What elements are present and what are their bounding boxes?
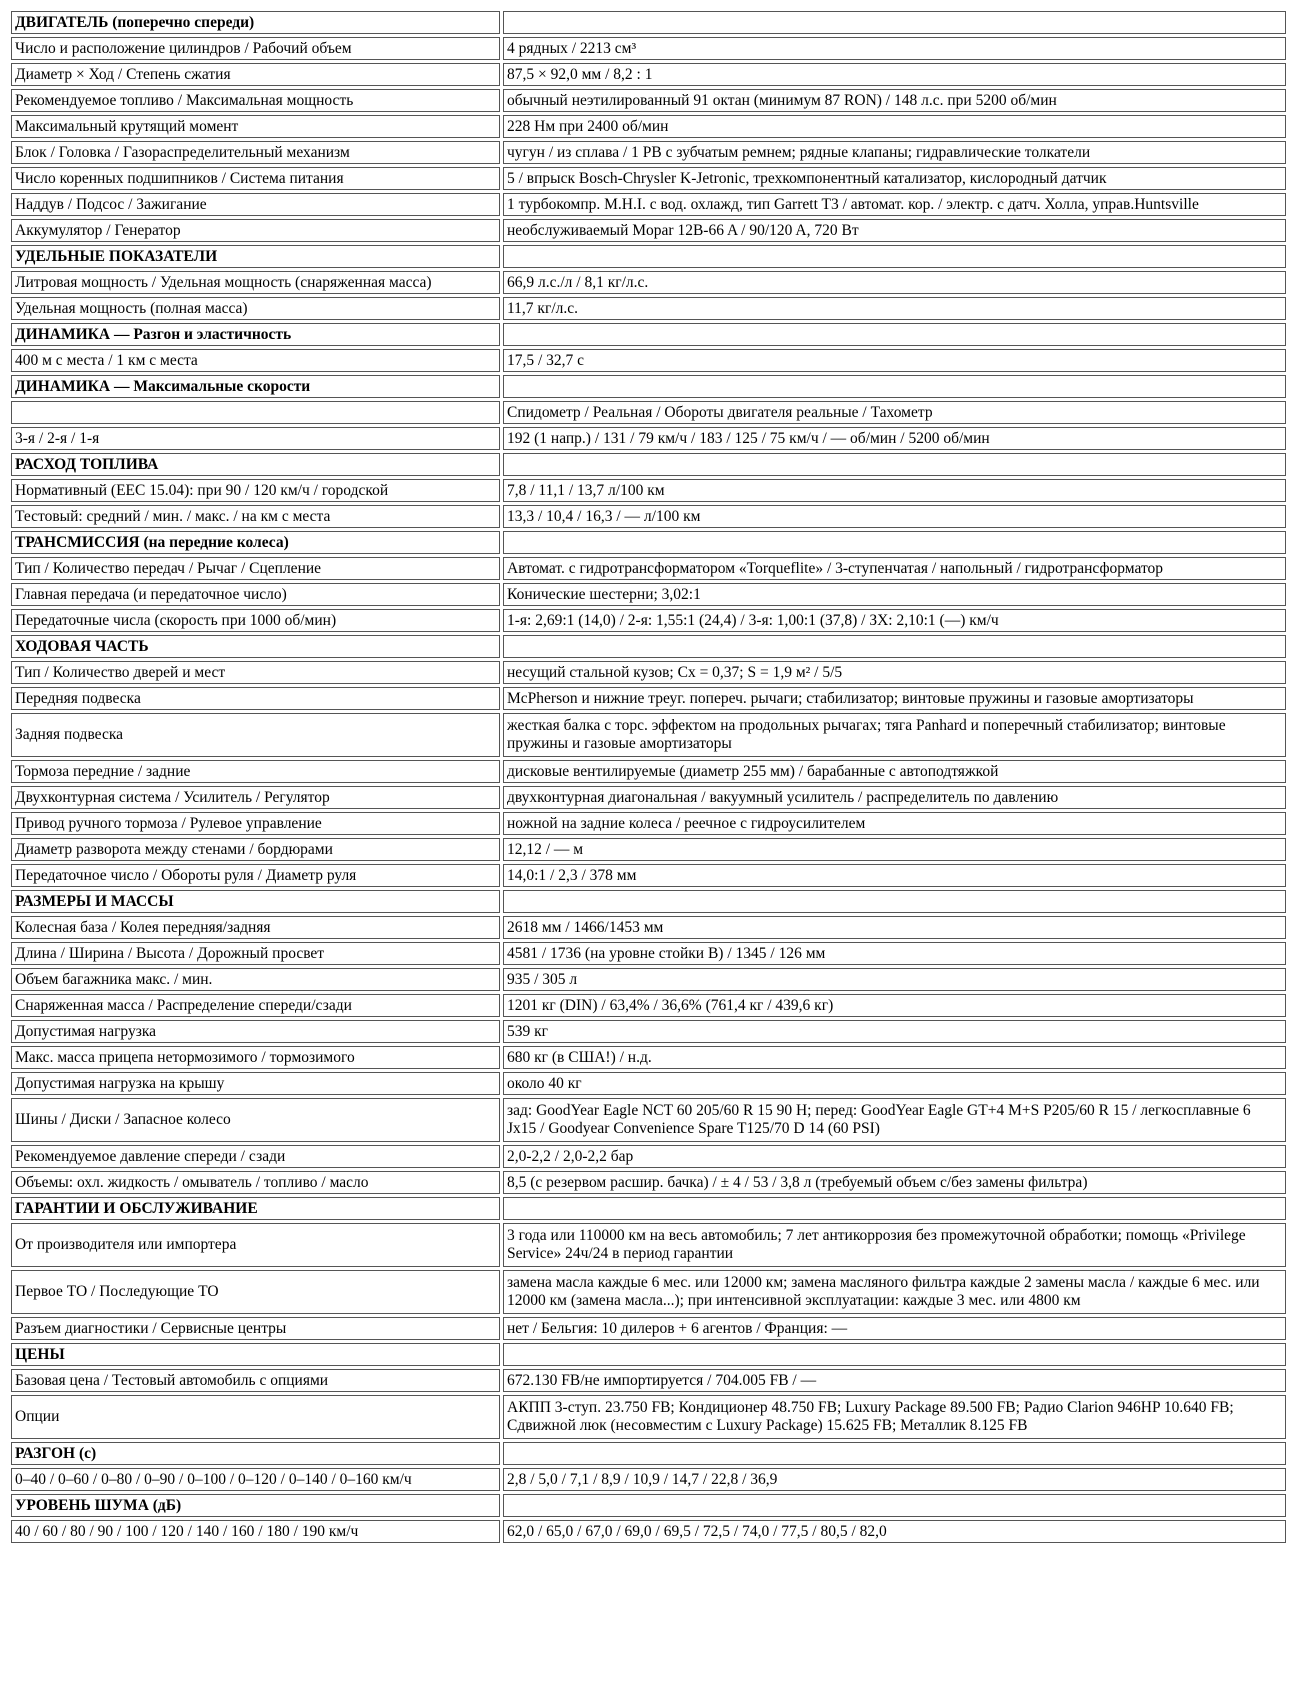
table-row bbox=[11, 115, 1286, 138]
spec-label: Главная передача (и передаточное число) bbox=[11, 583, 500, 606]
spec-label: Задняя подвеска bbox=[11, 713, 500, 757]
spec-value bbox=[503, 453, 1286, 476]
table-row bbox=[11, 760, 1286, 783]
spec-label: Нормативный (EEC 15.04): при 90 / 120 км/ч / городской bbox=[11, 479, 500, 502]
table-row bbox=[11, 427, 1286, 450]
spec-label: Разъем диагностики / Сервисные центры bbox=[11, 1317, 500, 1340]
spec-value: зад: GoodYear Eagle NCT 60 205/60 R 15 90 H; перед: GoodYear Eagle GT+4 M+S P205/60 R 15 / легкосплавные 6 Jx15 / Goodyear Convenience Spare T125/70 D 14 (60 PSI) bbox=[503, 1098, 1286, 1142]
spec-label: Двухконтурная система / Усилитель / Регулятор bbox=[11, 786, 500, 809]
spec-value: 1201 кг (DIN) / 63,4% / 36,6% (761,4 кг / 439,6 кг) bbox=[503, 994, 1286, 1017]
spec-value: 228 Нм при 2400 об/мин bbox=[503, 115, 1286, 138]
spec-value: 2,0-2,2 / 2,0-2,2 бар bbox=[503, 1145, 1286, 1168]
section-header-row bbox=[11, 531, 1286, 554]
spec-value: 7,8 / 11,1 / 13,7 л/100 км bbox=[503, 479, 1286, 502]
section-title: ДИНАМИКА — Максимальные скорости bbox=[11, 375, 500, 398]
spec-value: 66,9 л.с./л / 8,1 кг/л.с. bbox=[503, 271, 1286, 294]
section-header-row bbox=[11, 245, 1286, 268]
spec-table bbox=[8, 8, 1289, 1546]
spec-label: Максимальный крутящий момент bbox=[11, 115, 500, 138]
spec-label: Тип / Количество передач / Рычаг / Сцепление bbox=[11, 557, 500, 580]
section-title: ГАРАНТИИ И ОБСЛУЖИВАНИЕ bbox=[11, 1197, 500, 1220]
table-row bbox=[11, 1369, 1286, 1392]
section-title: УДЕЛЬНЫЕ ПОКАЗАТЕЛИ bbox=[11, 245, 500, 268]
spec-label: Рекомендуемое давление спереди / сзади bbox=[11, 1145, 500, 1168]
spec-value: жесткая балка с торс. эффектом на продольных рычагах; тяга Panhard и поперечный стабилизатор; винтовые пружины и газовые амортизаторы bbox=[503, 713, 1286, 757]
table-row bbox=[11, 786, 1286, 809]
section-title: ХОДОВАЯ ЧАСТЬ bbox=[11, 635, 500, 658]
spec-value: 539 кг bbox=[503, 1020, 1286, 1043]
section-header-row bbox=[11, 635, 1286, 658]
table-row bbox=[11, 141, 1286, 164]
spec-label: Число и расположение цилиндров / Рабочий объем bbox=[11, 37, 500, 60]
spec-value bbox=[503, 1494, 1286, 1517]
spec-label: От производителя или импортера bbox=[11, 1223, 500, 1267]
table-row bbox=[11, 812, 1286, 835]
table-row bbox=[11, 838, 1286, 861]
table-row bbox=[11, 1223, 1286, 1267]
spec-label: Литровая мощность / Удельная мощность (снаряженная масса) bbox=[11, 271, 500, 294]
spec-label: Аккумулятор / Генератор bbox=[11, 219, 500, 242]
spec-value: двухконтурная диагональная / вакуумный усилитель / распределитель по давлению bbox=[503, 786, 1286, 809]
table-row bbox=[11, 661, 1286, 684]
table-row bbox=[11, 942, 1286, 965]
spec-value: замена масла каждые 6 мес. или 12000 км; замена масляного фильтра каждые 2 замены масла / каждые 6 мес. или 12000 км (замена масла...); при интенсивной эксплуатации: каждые 3 мес. или 4800 км bbox=[503, 1270, 1286, 1314]
spec-label: 3-я / 2-я / 1-я bbox=[11, 427, 500, 450]
section-title: ДИНАМИКА — Разгон и эластичность bbox=[11, 323, 500, 346]
spec-value: 62,0 / 65,0 / 67,0 / 69,0 / 69,5 / 72,5 / 74,0 / 77,5 / 80,5 / 82,0 bbox=[503, 1520, 1286, 1543]
spec-value: 935 / 305 л bbox=[503, 968, 1286, 991]
spec-label: Шины / Диски / Запасное колесо bbox=[11, 1098, 500, 1142]
table-row bbox=[11, 167, 1286, 190]
spec-value bbox=[503, 1197, 1286, 1220]
spec-label: Допустимая нагрузка bbox=[11, 1020, 500, 1043]
spec-value: 8,5 (с резервом расшир. бачка) / ± 4 / 53 / 3,8 л (требуемый объем с/без замены фильтра) bbox=[503, 1171, 1286, 1194]
section-title: ЦЕНЫ bbox=[11, 1343, 500, 1366]
section-title: РАСХОД ТОПЛИВА bbox=[11, 453, 500, 476]
spec-value: 1-я: 2,69:1 (14,0) / 2-я: 1,55:1 (24,4) / 3-я: 1,00:1 (37,8) / ЗХ: 2,10:1 (—) км/ч bbox=[503, 609, 1286, 632]
spec-label: Наддув / Подсос / Зажигание bbox=[11, 193, 500, 216]
section-title: ДВИГАТЕЛЬ (поперечно спереди) bbox=[11, 11, 500, 34]
spec-label: Удельная мощность (полная масса) bbox=[11, 297, 500, 320]
spec-value: 12,12 / — м bbox=[503, 838, 1286, 861]
table-row bbox=[11, 505, 1286, 528]
table-row bbox=[11, 1072, 1286, 1095]
spec-value: несущий стальной кузов; Cx = 0,37; S = 1,9 м² / 5/5 bbox=[503, 661, 1286, 684]
spec-label: Макс. масса прицепа нетормозимого / тормозимого bbox=[11, 1046, 500, 1069]
spec-label: Привод ручного тормоза / Рулевое управление bbox=[11, 812, 500, 835]
spec-value: 11,7 кг/л.с. bbox=[503, 297, 1286, 320]
section-title: РАЗГОН (с) bbox=[11, 1442, 500, 1465]
spec-value: 5 / впрыск Bosch-Chrysler K-Jetronic, трехкомпонентный катализатор, кислородный датчик bbox=[503, 167, 1286, 190]
spec-label: Объемы: охл. жидкость / омыватель / топливо / масло bbox=[11, 1171, 500, 1194]
table-row bbox=[11, 1317, 1286, 1340]
table-row bbox=[11, 349, 1286, 372]
table-row bbox=[11, 994, 1286, 1017]
spec-value: Спидометр / Реальная / Обороты двигателя реальные / Тахометр bbox=[503, 401, 1286, 424]
spec-label: Длина / Ширина / Высота / Дорожный просвет bbox=[11, 942, 500, 965]
spec-value: дисковые вентилируемые (диаметр 255 мм) / барабанные с автоподтяжкой bbox=[503, 760, 1286, 783]
table-row bbox=[11, 297, 1286, 320]
spec-value: обычный неэтилированный 91 октан (минимум 87 RON) / 148 л.с. при 5200 об/мин bbox=[503, 89, 1286, 112]
section-title: РАЗМЕРЫ И МАССЫ bbox=[11, 890, 500, 913]
table-row bbox=[11, 1046, 1286, 1069]
spec-label: Диаметр разворота между стенами / бордюрами bbox=[11, 838, 500, 861]
table-row bbox=[11, 1468, 1286, 1491]
spec-value: 14,0:1 / 2,3 / 378 мм bbox=[503, 864, 1286, 887]
spec-label: 400 м с места / 1 км с места bbox=[11, 349, 500, 372]
section-title: ТРАНСМИССИЯ (на передние колеса) bbox=[11, 531, 500, 554]
spec-label: Передаточное число / Обороты руля / Диаметр руля bbox=[11, 864, 500, 887]
spec-label: Допустимая нагрузка на крышу bbox=[11, 1072, 500, 1095]
spec-value: ножной на задние колеса / реечное с гидроусилителем bbox=[503, 812, 1286, 835]
spec-label: Тормоза передние / задние bbox=[11, 760, 500, 783]
table-row bbox=[11, 864, 1286, 887]
spec-label: Опции bbox=[11, 1395, 500, 1439]
table-row bbox=[11, 1098, 1286, 1142]
section-header-row bbox=[11, 890, 1286, 913]
table-row bbox=[11, 37, 1286, 60]
spec-label: Блок / Головка / Газораспределительный механизм bbox=[11, 141, 500, 164]
section-header-row bbox=[11, 323, 1286, 346]
table-row bbox=[11, 609, 1286, 632]
spec-value: нет / Бельгия: 10 дилеров + 6 агентов / Франция: — bbox=[503, 1317, 1286, 1340]
spec-value: Автомат. с гидротрансформатором «Torqueflite» / 3-ступенчатая / напольный / гидротрансформатор bbox=[503, 557, 1286, 580]
spec-label: Рекомендуемое топливо / Максимальная мощность bbox=[11, 89, 500, 112]
spec-label: Тип / Количество дверей и мест bbox=[11, 661, 500, 684]
spec-label: Передаточные числа (скорость при 1000 об/мин) bbox=[11, 609, 500, 632]
spec-value: 1 турбокомпр. М.Н.I. с вод. охлажд, тип Garrett T3 / автомат. кор. / электр. с датч. Холла, управ.Huntsville bbox=[503, 193, 1286, 216]
spec-value bbox=[503, 890, 1286, 913]
table-row bbox=[11, 687, 1286, 710]
section-header-row bbox=[11, 1442, 1286, 1465]
table-row bbox=[11, 1520, 1286, 1543]
spec-label: Объем багажника макс. / мин. bbox=[11, 968, 500, 991]
spec-label bbox=[11, 401, 500, 424]
table-row bbox=[11, 1020, 1286, 1043]
section-header-row bbox=[11, 453, 1286, 476]
spec-value: McPherson и нижние треуг. попереч. рычаги; стабилизатор; винтовые пружины и газовые амортизаторы bbox=[503, 687, 1286, 710]
spec-label: Первое ТО / Последующие ТО bbox=[11, 1270, 500, 1314]
spec-value: 87,5 × 92,0 мм / 8,2 : 1 bbox=[503, 63, 1286, 86]
spec-label: Число коренных подшипников / Система питания bbox=[11, 167, 500, 190]
spec-label: Снаряженная масса / Распределение спереди/сзади bbox=[11, 994, 500, 1017]
section-title: УРОВЕНЬ ШУМА (дБ) bbox=[11, 1494, 500, 1517]
spec-value bbox=[503, 11, 1286, 34]
table-row bbox=[11, 479, 1286, 502]
section-header-row bbox=[11, 375, 1286, 398]
spec-value: 4581 / 1736 (на уровне стойки В) / 1345 / 126 мм bbox=[503, 942, 1286, 965]
spec-value: 17,5 / 32,7 с bbox=[503, 349, 1286, 372]
spec-value: 4 рядных / 2213 см³ bbox=[503, 37, 1286, 60]
table-row bbox=[11, 89, 1286, 112]
section-header-row bbox=[11, 1494, 1286, 1517]
spec-value: около 40 кг bbox=[503, 1072, 1286, 1095]
table-row bbox=[11, 583, 1286, 606]
spec-value: 13,3 / 10,4 / 16,3 / — л/100 км bbox=[503, 505, 1286, 528]
spec-label: 0–40 / 0–60 / 0–80 / 0–90 / 0–100 / 0–120 / 0–140 / 0–160 км/ч bbox=[11, 1468, 500, 1491]
spec-value bbox=[503, 1343, 1286, 1366]
spec-value bbox=[503, 323, 1286, 346]
section-header-row bbox=[11, 1197, 1286, 1220]
spec-value: АКПП 3-ступ. 23.750 FB; Кондиционер 48.750 FB; Luxury Package 89.500 FB; Радио Clarion 946HP 10.640 FB; Сдвижной люк (несовместим с Luxury Package) 15.625 FB; Металлик 8.125 FB bbox=[503, 1395, 1286, 1439]
table-row bbox=[11, 916, 1286, 939]
table-row bbox=[11, 219, 1286, 242]
spec-label: Базовая цена / Тестовый автомобиль с опциями bbox=[11, 1369, 500, 1392]
spec-label: 40 / 60 / 80 / 90 / 100 / 120 / 140 / 160 / 180 / 190 км/ч bbox=[11, 1520, 500, 1543]
table-row bbox=[11, 271, 1286, 294]
spec-value: 3 года или 110000 км на весь автомобиль; 7 лет антикоррозия без промежуточной обработки; помощь «Privilege Service» 24ч/24 в период гарантии bbox=[503, 1223, 1286, 1267]
spec-label: Колесная база / Колея передняя/задняя bbox=[11, 916, 500, 939]
table-row bbox=[11, 968, 1286, 991]
spec-label: Диаметр × Ход / Степень сжатия bbox=[11, 63, 500, 86]
spec-value bbox=[503, 245, 1286, 268]
spec-value: чугун / из сплава / 1 РВ с зубчатым ремнем; рядные клапаны; гидравлические толкатели bbox=[503, 141, 1286, 164]
spec-value bbox=[503, 531, 1286, 554]
table-row bbox=[11, 1171, 1286, 1194]
spec-value bbox=[503, 1442, 1286, 1465]
table-row bbox=[11, 193, 1286, 216]
spec-value: 680 кг (в США!) / н.д. bbox=[503, 1046, 1286, 1069]
table-row bbox=[11, 557, 1286, 580]
table-row bbox=[11, 63, 1286, 86]
spec-table-body bbox=[11, 11, 1286, 1543]
table-row bbox=[11, 401, 1286, 424]
table-row bbox=[11, 1145, 1286, 1168]
section-header-row bbox=[11, 11, 1286, 34]
spec-label: Тестовый: средний / мин. / макс. / на км с места bbox=[11, 505, 500, 528]
spec-value: 2,8 / 5,0 / 7,1 / 8,9 / 10,9 / 14,7 / 22,8 / 36,9 bbox=[503, 1468, 1286, 1491]
spec-value bbox=[503, 635, 1286, 658]
table-row bbox=[11, 713, 1286, 757]
spec-value: 2618 мм / 1466/1453 мм bbox=[503, 916, 1286, 939]
spec-value: 672.130 FB/не импортируется / 704.005 FB / — bbox=[503, 1369, 1286, 1392]
spec-value bbox=[503, 375, 1286, 398]
spec-value: 192 (1 напр.) / 131 / 79 км/ч / 183 / 125 / 75 км/ч / — об/мин / 5200 об/мин bbox=[503, 427, 1286, 450]
spec-label: Передняя подвеска bbox=[11, 687, 500, 710]
table-row bbox=[11, 1395, 1286, 1439]
table-row bbox=[11, 1270, 1286, 1314]
spec-value: Конические шестерни; 3,02:1 bbox=[503, 583, 1286, 606]
spec-value: необслуживаемый Mopar 12B-66 A / 90/120 A, 720 Вт bbox=[503, 219, 1286, 242]
section-header-row bbox=[11, 1343, 1286, 1366]
